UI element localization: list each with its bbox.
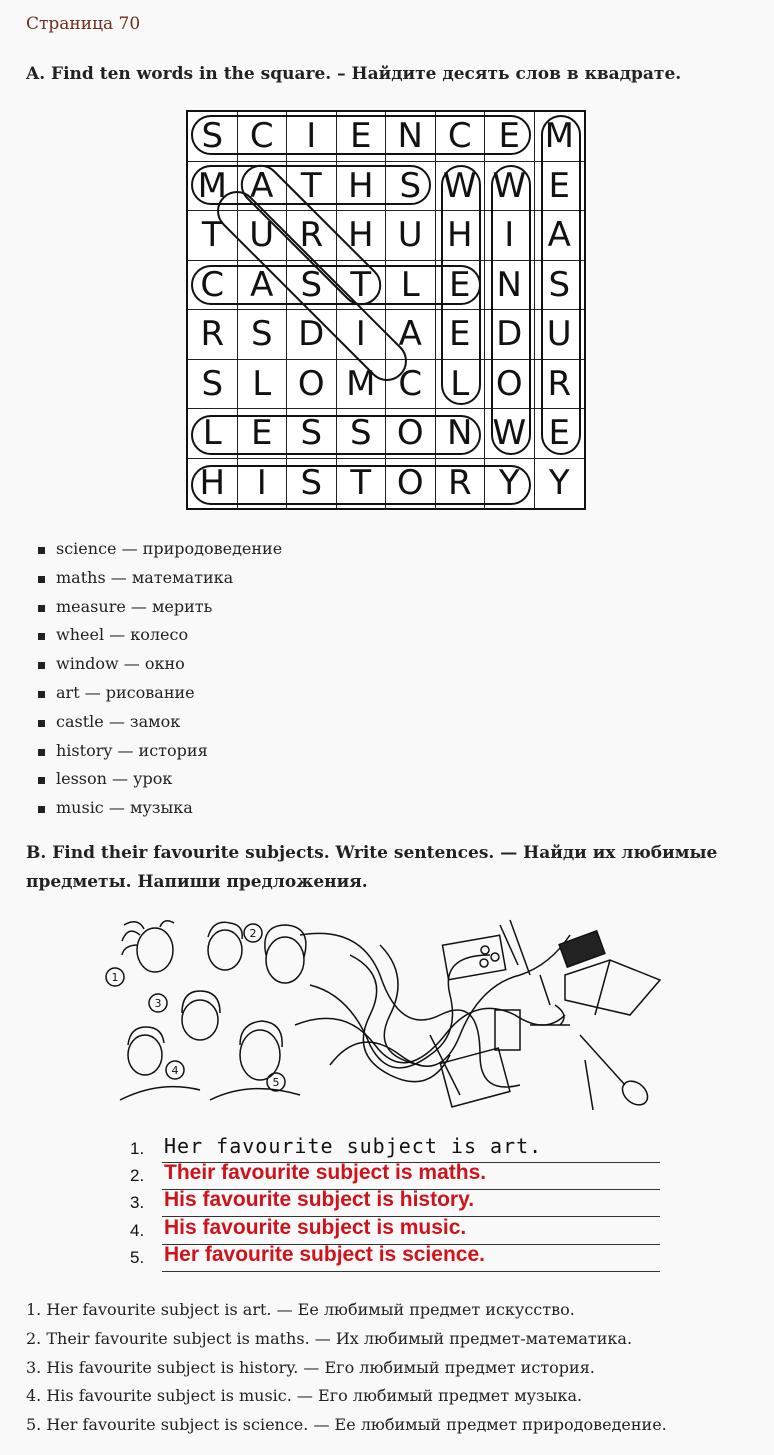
grid-cell: E: [436, 310, 486, 360]
vocabulary-item: maths — математика: [38, 564, 282, 593]
grid-cell: S: [188, 360, 238, 410]
label-3: 3: [154, 997, 162, 1010]
grid-cell: R: [535, 360, 585, 410]
translation-item: 2. Their favourite subject is maths. — Их любимый предмет-математика.: [26, 1328, 633, 1348]
grid-cell: C: [188, 261, 238, 311]
microscope-icon: [495, 975, 570, 1050]
grid-cell: T: [337, 261, 387, 311]
grid-cell: S: [287, 261, 337, 311]
grid-cell: W: [485, 162, 535, 212]
grid-cell: U: [238, 211, 288, 261]
label-4: 4: [171, 1064, 179, 1077]
grid-cell: N: [386, 112, 436, 162]
book-icon: [565, 960, 660, 1015]
grid-cell: E: [238, 409, 288, 459]
answer-row: [130, 1134, 660, 1163]
grid-cell: I: [485, 211, 535, 261]
grid-cell: W: [436, 162, 486, 212]
grid-cell: I: [287, 112, 337, 162]
subjects-maze-illustration: [100, 915, 670, 1120]
grid-cell: N: [485, 261, 535, 311]
answer-number: 1.: [130, 1139, 145, 1158]
grid-cell: U: [535, 310, 585, 360]
section-b-heading: B. Find their favourite subjects. Write sentences. — Найди их любимые предметы. Напиши предложения.: [26, 843, 718, 892]
grid-cell: C: [238, 112, 288, 162]
answer-text: His favourite subject is history.: [164, 1188, 475, 1211]
grid-cell: S: [287, 409, 337, 459]
grid-cell: R: [436, 459, 486, 509]
paint-palette-icon: [442, 920, 530, 980]
grid-cell: C: [436, 112, 486, 162]
grid-cell: L: [238, 360, 288, 410]
vocabulary-item: lesson — урок: [38, 765, 282, 794]
translation-item: 5. Her favourite subject is science. — Ее любимый предмет природоведение.: [26, 1415, 667, 1435]
answer-example-text: Her favourite subject is art.: [164, 1134, 543, 1158]
grid-cell: T: [287, 162, 337, 212]
grid-cell: L: [188, 409, 238, 459]
grid-cell: D: [287, 310, 337, 360]
grid-cell: E: [535, 409, 585, 459]
label-1: 1: [111, 971, 119, 984]
grid-cell: M: [337, 360, 387, 410]
answer-number: 2.: [130, 1166, 145, 1185]
vocabulary-item: castle — замок: [38, 708, 282, 737]
grid-cell: N: [436, 409, 486, 459]
word-search-grid: [186, 110, 586, 510]
grid-cell: S: [386, 162, 436, 212]
grid-cell: Y: [548, 463, 570, 504]
grid-cell: E: [337, 112, 387, 162]
answer-number: 3.: [130, 1193, 145, 1212]
grid-cell: T: [337, 459, 387, 509]
grid-cell: S: [188, 112, 238, 162]
grid-cell: E: [485, 112, 535, 162]
answer-row: [130, 1161, 660, 1190]
grid-cell: M: [188, 162, 238, 212]
grid-cell: A: [535, 211, 585, 261]
grid-cell: M: [535, 112, 585, 162]
vocabulary-item: music — музыка: [38, 794, 282, 823]
answer-text: His favourite subject is music.: [164, 1216, 467, 1239]
label-5: 5: [272, 1076, 280, 1089]
grid-cell: O: [287, 360, 337, 410]
grid-cell: R: [287, 211, 337, 261]
grid-cell: A: [238, 261, 288, 311]
castle-picture-icon: [430, 1035, 510, 1107]
grid-cell: C: [386, 360, 436, 410]
grid-cell: H: [337, 162, 387, 212]
grid-cell: D: [485, 310, 535, 360]
writing-line: [162, 1271, 660, 1272]
vocabulary-item: window — окно: [38, 650, 282, 679]
grid-cell: H: [188, 459, 238, 509]
answer-row: [130, 1243, 660, 1272]
translation-item: 3. His favourite subject is history. — Его любимый предмет история.: [26, 1357, 595, 1377]
vocabulary-list: [38, 535, 282, 823]
grid-cell: S: [287, 459, 337, 509]
answer-number: 4.: [130, 1221, 145, 1240]
grid-cell: O: [386, 459, 436, 509]
grid-cell: Y: [485, 459, 535, 509]
label-2: 2: [249, 927, 257, 940]
translation-item: 1. Her favourite subject is art. — Ее любимый предмет искусство.: [26, 1300, 575, 1319]
grid-cell: R: [188, 310, 238, 360]
vocabulary-item: wheel — колесо: [38, 621, 282, 650]
grid-cell: I: [337, 310, 387, 360]
grid-cell: S: [337, 409, 387, 459]
maze-lines-icon: [295, 933, 570, 1087]
grid-cell: L: [436, 360, 486, 410]
grid-cell: U: [386, 211, 436, 261]
grid-cell: W: [485, 409, 535, 459]
translation-item: 4. His favourite subject is music. — Его любимый предмет музыка.: [26, 1386, 583, 1406]
grid-cell: T: [188, 211, 238, 261]
vocabulary-item: art — рисование: [38, 679, 282, 708]
grid-cell: H: [436, 211, 486, 261]
answer-text: Her favourite subject is science.: [164, 1243, 485, 1266]
guitar-icon: [580, 1035, 652, 1110]
grid-cell: L: [386, 261, 436, 311]
grid-cell: A: [238, 162, 288, 212]
vocabulary-item: science — природоведение: [38, 535, 282, 564]
answer-number: 5.: [130, 1248, 145, 1267]
grid-cell: A: [386, 310, 436, 360]
answer-row: [130, 1216, 660, 1245]
calculator-icon: [559, 931, 605, 967]
vocabulary-item: history — история: [38, 737, 282, 766]
page-label: Страница 70: [26, 14, 141, 34]
grid-cell: S: [535, 261, 585, 311]
grid-cell: O: [485, 360, 535, 410]
section-a-heading: A. Find ten words in the square. – Найдите десять слов в квадрате.: [26, 64, 682, 84]
grid-cell: H: [337, 211, 387, 261]
grid-cell: O: [386, 409, 436, 459]
answer-row: [130, 1188, 660, 1217]
grid-cell: E: [436, 261, 486, 311]
answer-text: Their favourite subject is maths.: [164, 1161, 487, 1184]
translations-list: [26, 1296, 667, 1440]
vocabulary-item: measure — мерить: [38, 593, 282, 622]
grid-cell: E: [535, 162, 585, 212]
grid-cell: I: [238, 459, 288, 509]
grid-cell: S: [238, 310, 288, 360]
